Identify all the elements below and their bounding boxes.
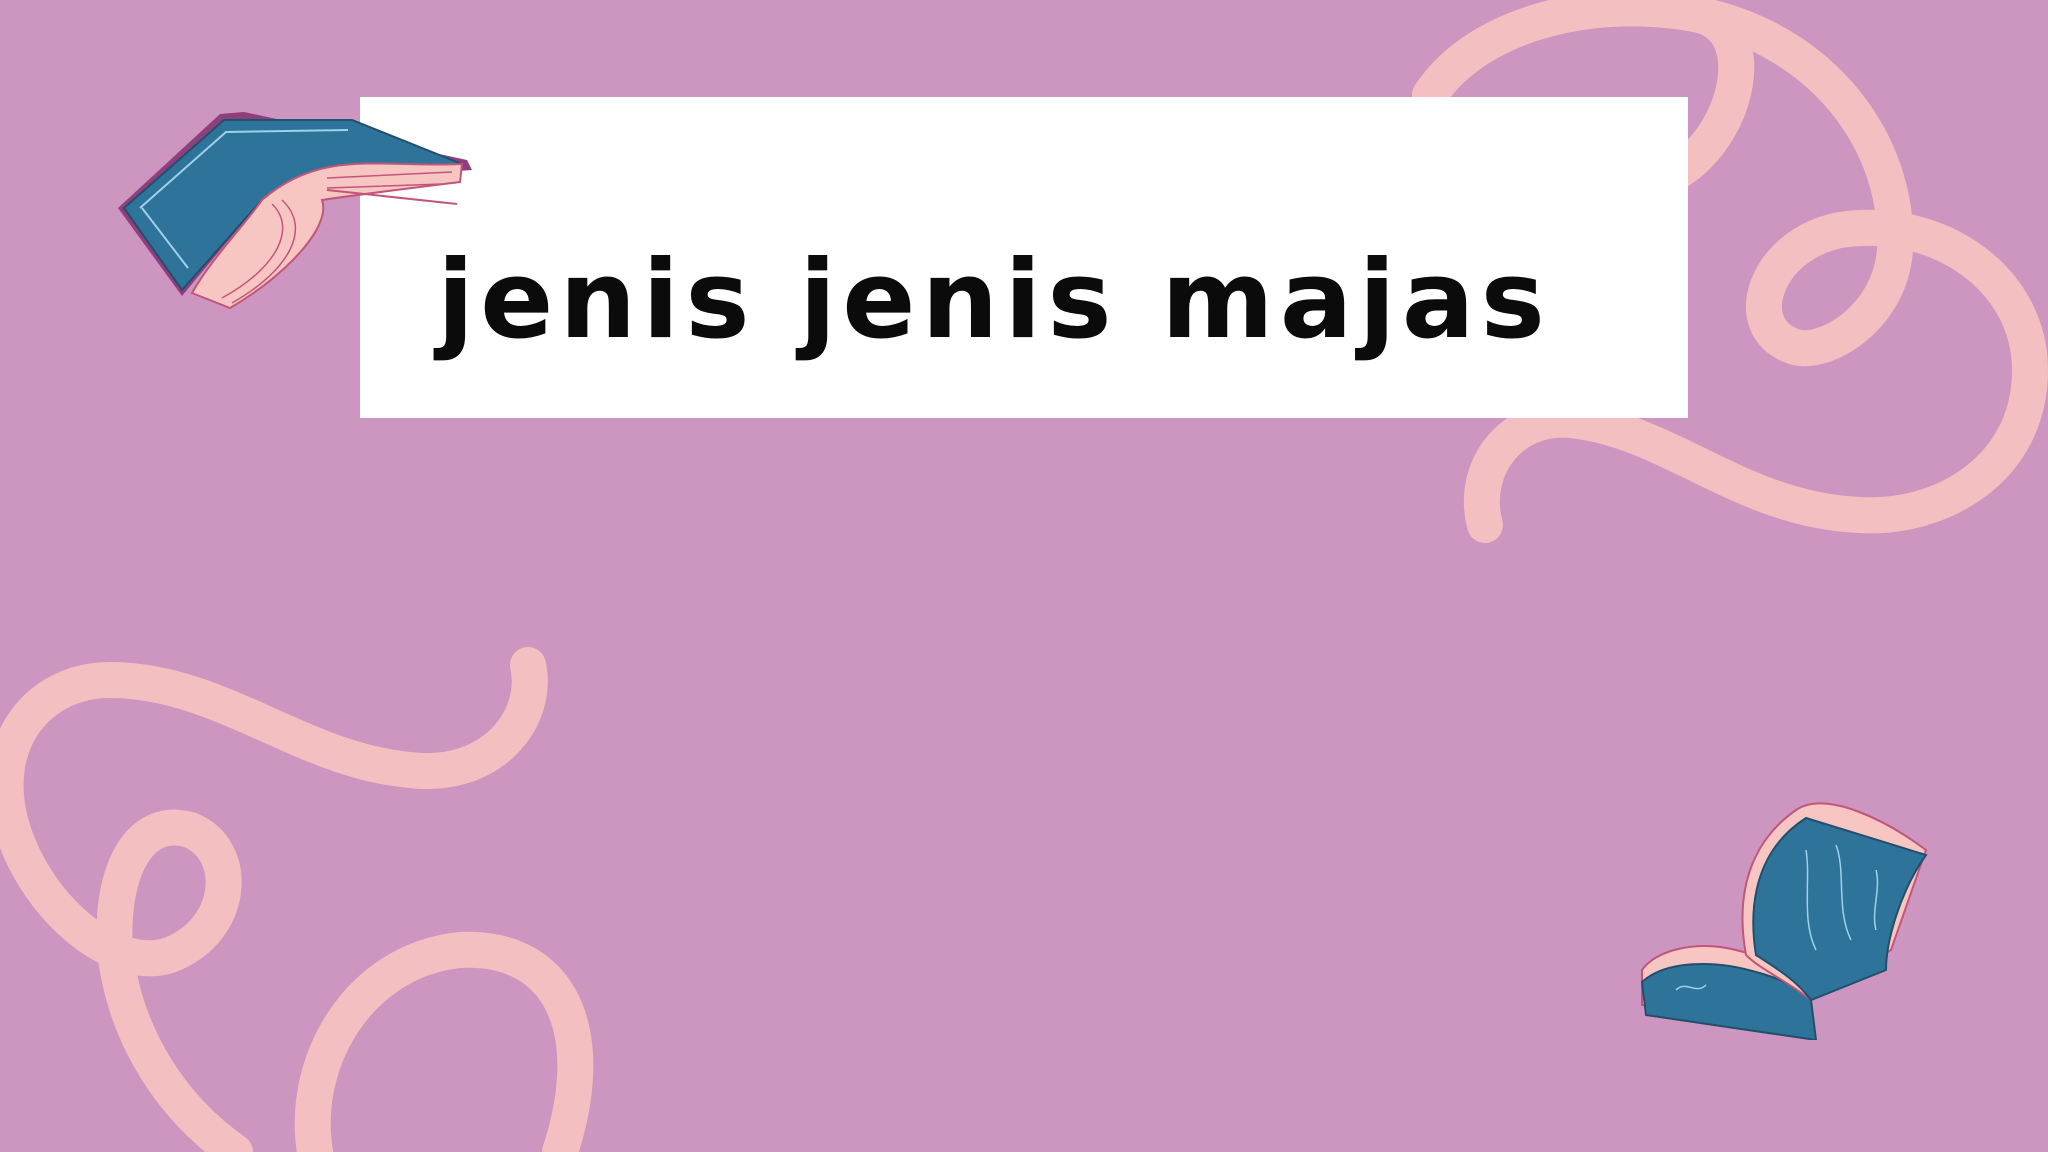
open-book-icon bbox=[1636, 790, 1936, 1040]
swirl-bottom-left bbox=[6, 665, 530, 1152]
swirl-bottom-left-loop bbox=[313, 950, 576, 1152]
title-box bbox=[360, 97, 1688, 418]
open-book-icon bbox=[112, 108, 472, 318]
page-title: jenis jenis majas bbox=[437, 238, 1551, 363]
